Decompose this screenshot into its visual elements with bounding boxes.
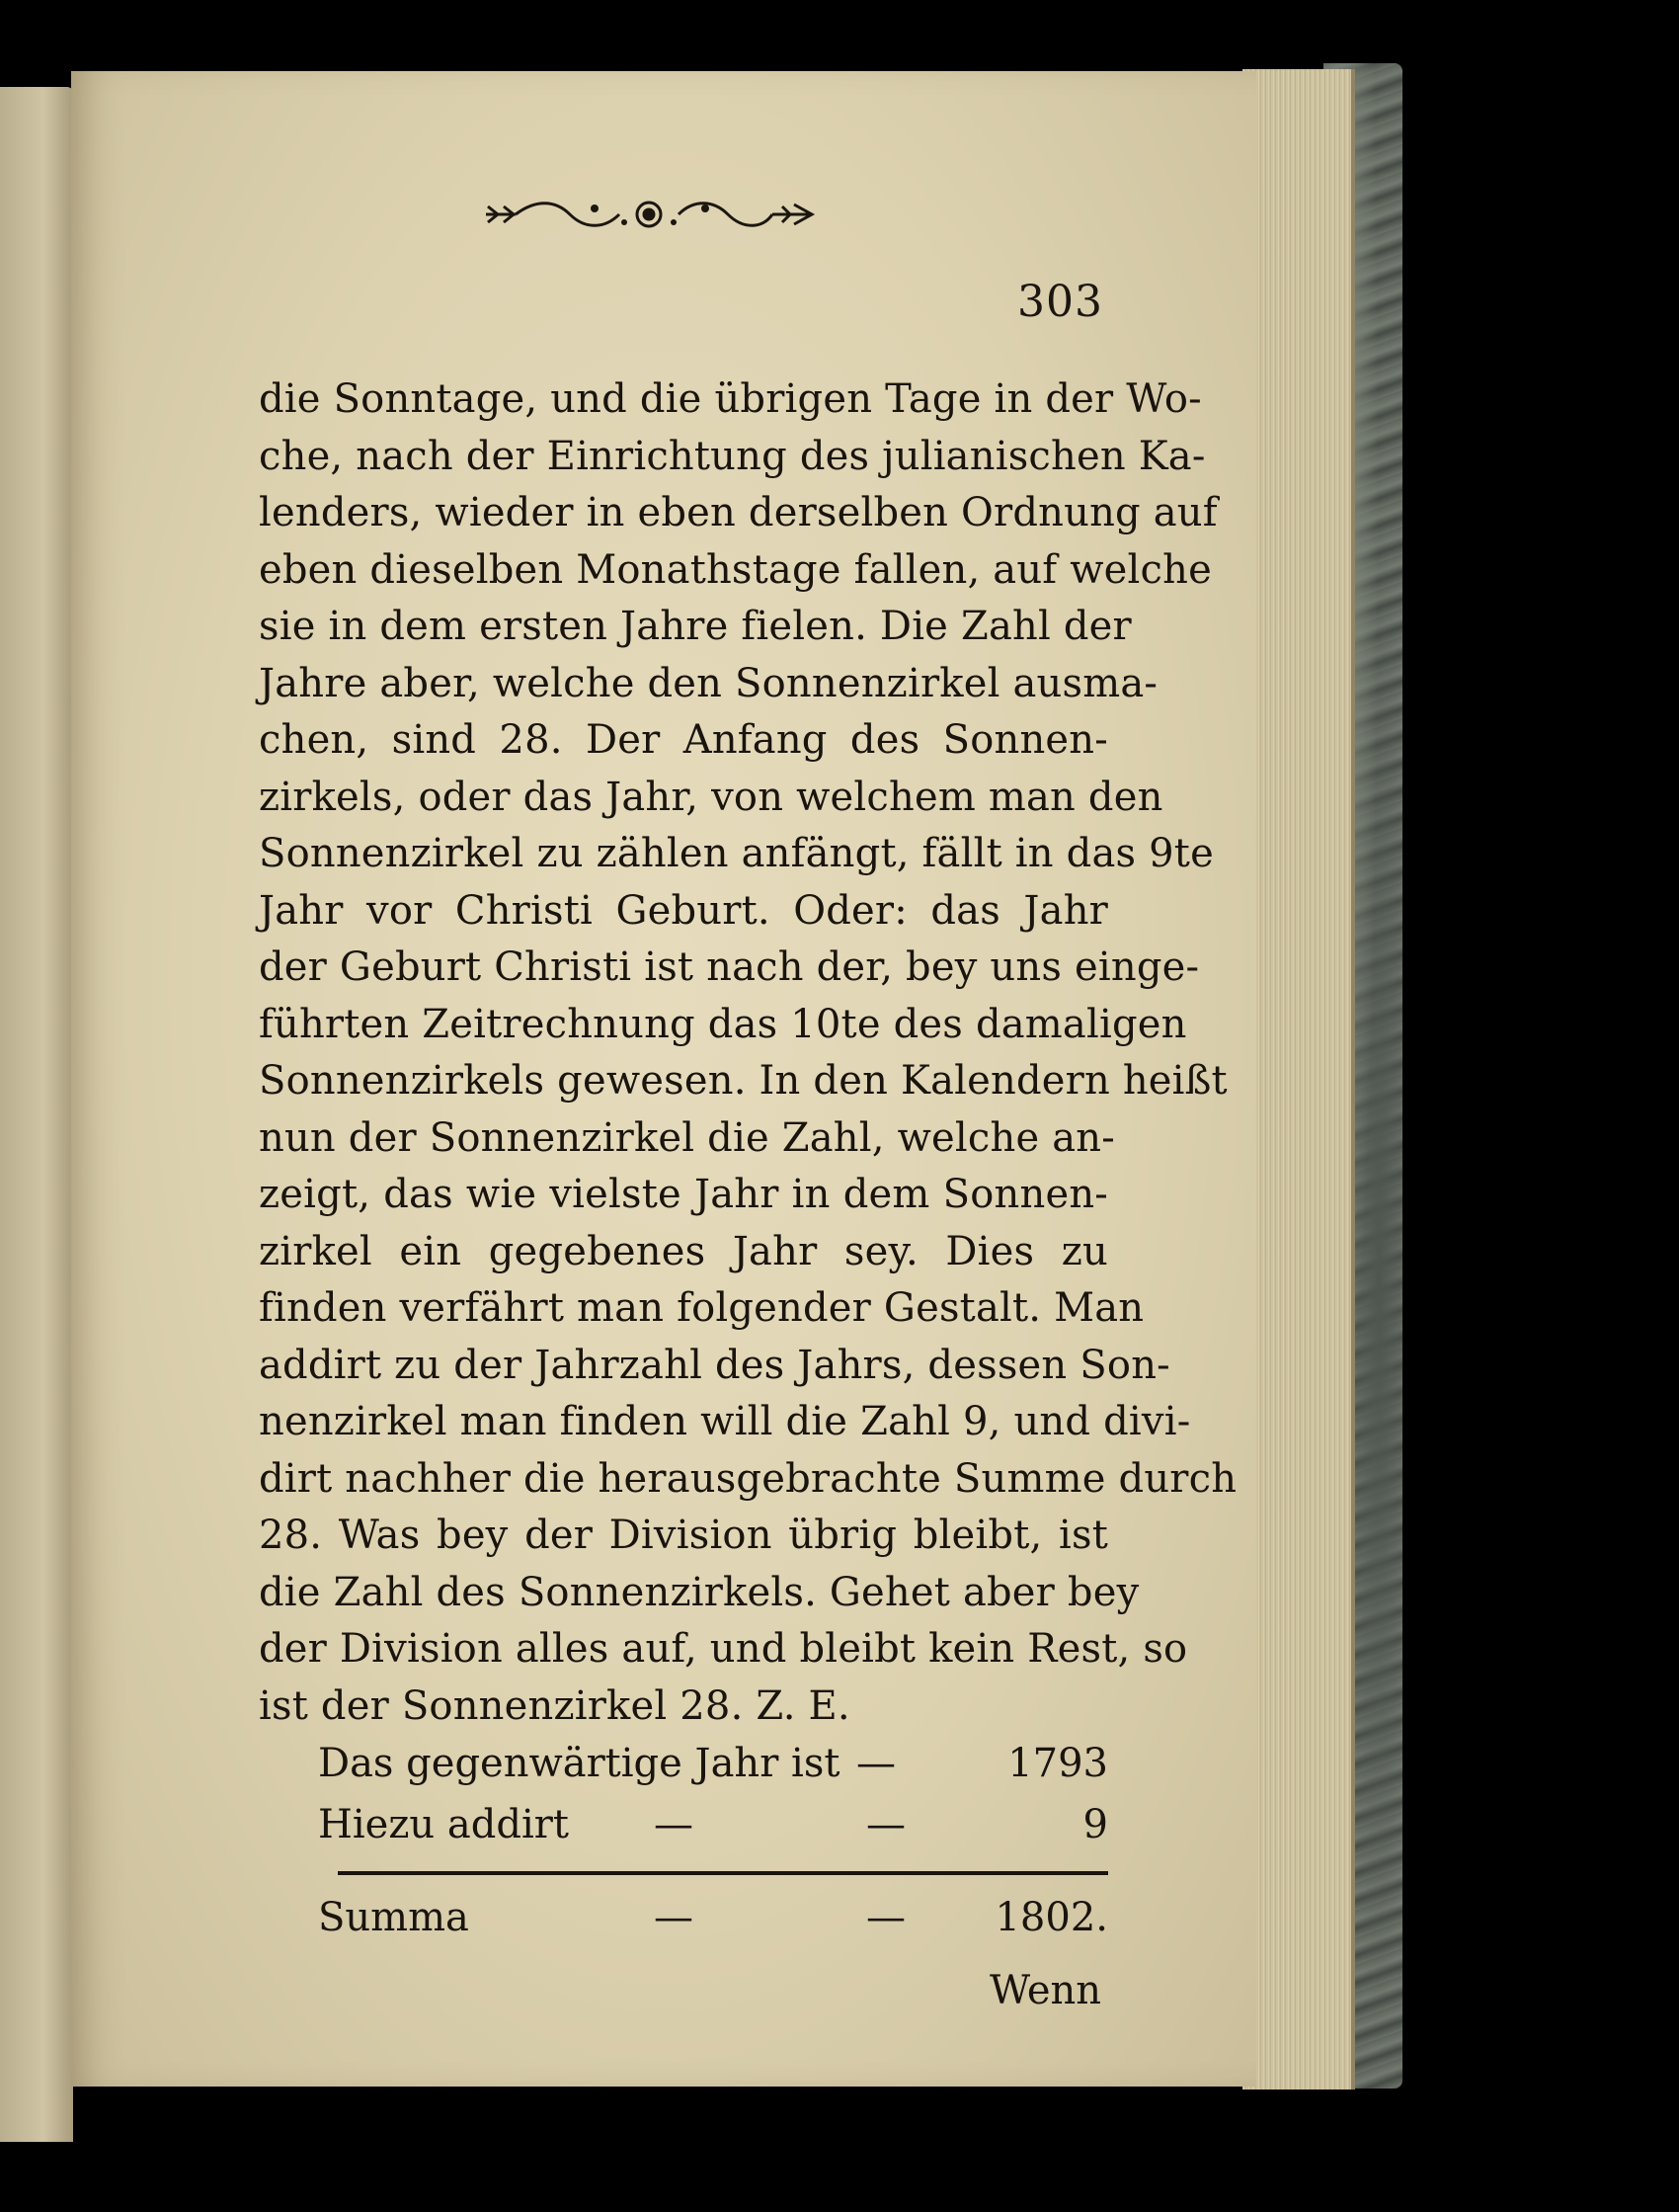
text-line: finden verfährt man folgender Gestalt. Man: [259, 1285, 1145, 1331]
page-number: 303: [1017, 277, 1103, 327]
ornament-icon: [476, 195, 822, 234]
calculation-total: [318, 1887, 1108, 1948]
left-page-edge: [0, 87, 73, 2142]
calculation-dash: —: [866, 1895, 906, 1940]
text-line: che, nach der Einrichtung des julianischen Ka-: [259, 433, 1206, 479]
calculation-label: Das gegenwärtige Jahr ist: [318, 1741, 840, 1786]
calculation-row: [318, 1794, 1108, 1855]
text-line: die Zahl des Sonnenzirkels. Gehet aber bey: [259, 1569, 1140, 1615]
text-line: zeigt, das wie vielste Jahr in dem Sonnen-: [259, 1172, 1108, 1217]
catchword: Wenn: [990, 1968, 1102, 2013]
text-line: zirkels, oder das Jahr, von welchem man den: [259, 774, 1163, 820]
calculation-value: 1793: [1007, 1741, 1108, 1786]
book-page: [71, 71, 1256, 2087]
calculation-value: 9: [1082, 1802, 1108, 1847]
text-line: sie in dem ersten Jahre fielen. Die Zahl der: [259, 604, 1132, 649]
text-line: Sonnenzirkel zu zählen anfängt, fällt in das 9te: [259, 831, 1214, 876]
calculation-table: [318, 1733, 1108, 1855]
text-line: lenders, wieder in eben derselben Ordnung auf: [259, 490, 1218, 535]
calculation-dash: —: [866, 1802, 906, 1847]
text-line: nun der Sonnenzirkel die Zahl, welche an-: [259, 1114, 1115, 1161]
text-line: addirt zu der Jahrzahl des Jahrs, dessen Son-: [259, 1342, 1170, 1388]
text-line: zirkel ein gegebenes Jahr sey. Dies zu: [259, 1228, 1108, 1274]
calculation-label: Hiezu addirt: [318, 1802, 569, 1847]
page-edges: [1242, 69, 1355, 2089]
total-value: 1802.: [995, 1895, 1108, 1940]
text-line: der Division alles auf, und bleibt kein Rest, so: [259, 1626, 1188, 1672]
body-text: [259, 371, 1238, 1735]
calculation-dash: —: [654, 1802, 693, 1847]
text-line: dirt nachher die herausgebrachte Summe durch: [259, 1455, 1238, 1502]
text-line: Jahre aber, welche den Sonnenzirkel ausma-: [259, 660, 1159, 706]
sum-rule: [338, 1871, 1108, 1875]
text-line: die Sonntage, und die übrigen Tage in der Wo-: [259, 376, 1202, 422]
text-line: chen, sind 28. Der Anfang des Sonnen-: [259, 717, 1108, 763]
text-line: ist der Sonnenzirkel 28. Z. E.: [259, 1682, 850, 1729]
text-line: Sonnenzirkels gewesen. In den Kalendern heißt: [259, 1058, 1228, 1104]
text-line: eben dieselben Monathstage fallen, auf welche: [259, 546, 1212, 593]
calculation-dash: —: [654, 1895, 693, 1940]
calculation-row: [318, 1733, 1108, 1794]
text-line: nenzirkel man finden will die Zahl 9, und divi-: [259, 1399, 1191, 1444]
text-line: 28. Was bey der Division übrig bleibt, ist: [259, 1513, 1108, 1558]
calculation-dash: —: [856, 1741, 896, 1786]
text-line: der Geburt Christi ist nach der, bey uns einge-: [259, 944, 1200, 990]
total-label: Summa: [318, 1895, 469, 1940]
text-line: führten Zeitrechnung das 10te des damaligen: [259, 1001, 1187, 1047]
text-line: Jahr vor Christi Geburt. Oder: das Jahr: [259, 887, 1108, 934]
